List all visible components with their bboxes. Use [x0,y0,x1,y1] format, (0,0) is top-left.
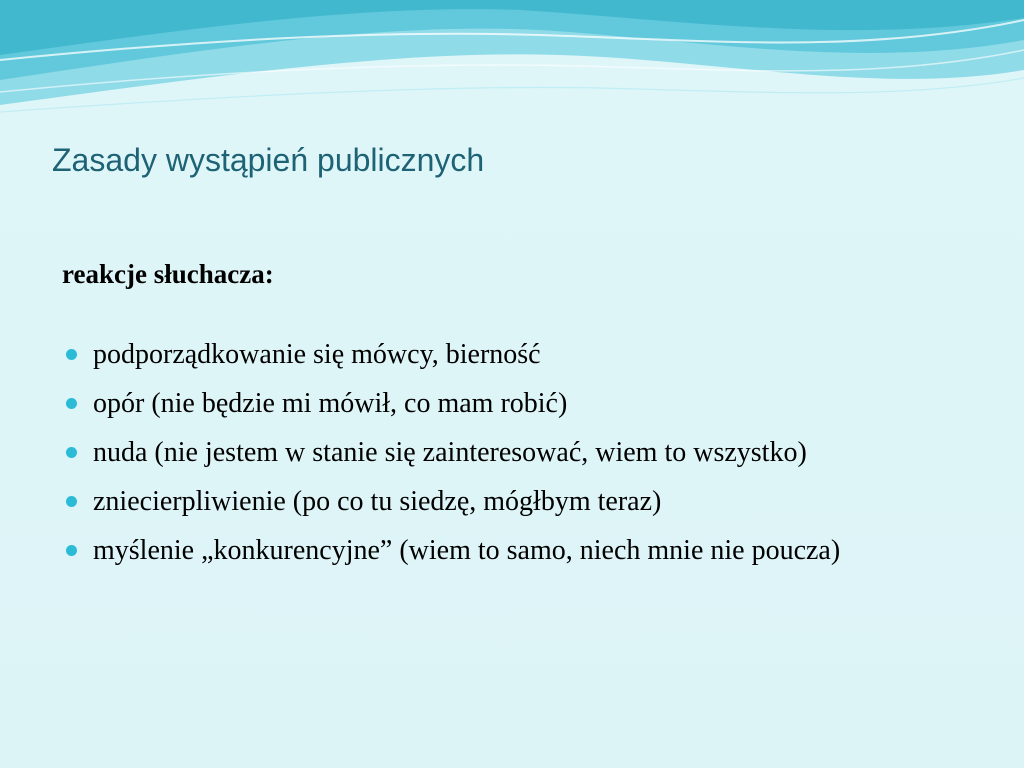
wave-decoration [0,0,1024,130]
bullet-list [62,336,962,581]
bullet-dot-icon [66,545,77,556]
section-subheading: reakcje słuchacza: [62,259,274,289]
bullet-item [62,336,962,373]
bullet-dot-icon [66,447,77,458]
bullet-text: opór (nie będzie mi mówił, co mam robić) [93,388,568,419]
slide-title: Zasady wystąpień publicznych [52,142,485,178]
bullet-text: podporządkowanie się mówcy, bierność [93,339,541,370]
bullet-text: myślenie „konkurencyjne” (wiem to samo, niech mnie nie poucza) [93,535,841,566]
bullet-dot-icon [66,349,77,360]
bullet-dot-icon [66,398,77,409]
bullet-item [62,385,962,422]
bullet-item [62,532,962,569]
bullet-text: zniecierpliwienie (po co tu siedzę, mógłbym teraz) [93,486,662,517]
bullet-item [62,434,962,471]
bullet-dot-icon [66,496,77,507]
bullet-text: nuda (nie jestem w stanie się zainteresować, wiem to wszystko) [93,437,807,468]
bullet-item [62,483,962,520]
